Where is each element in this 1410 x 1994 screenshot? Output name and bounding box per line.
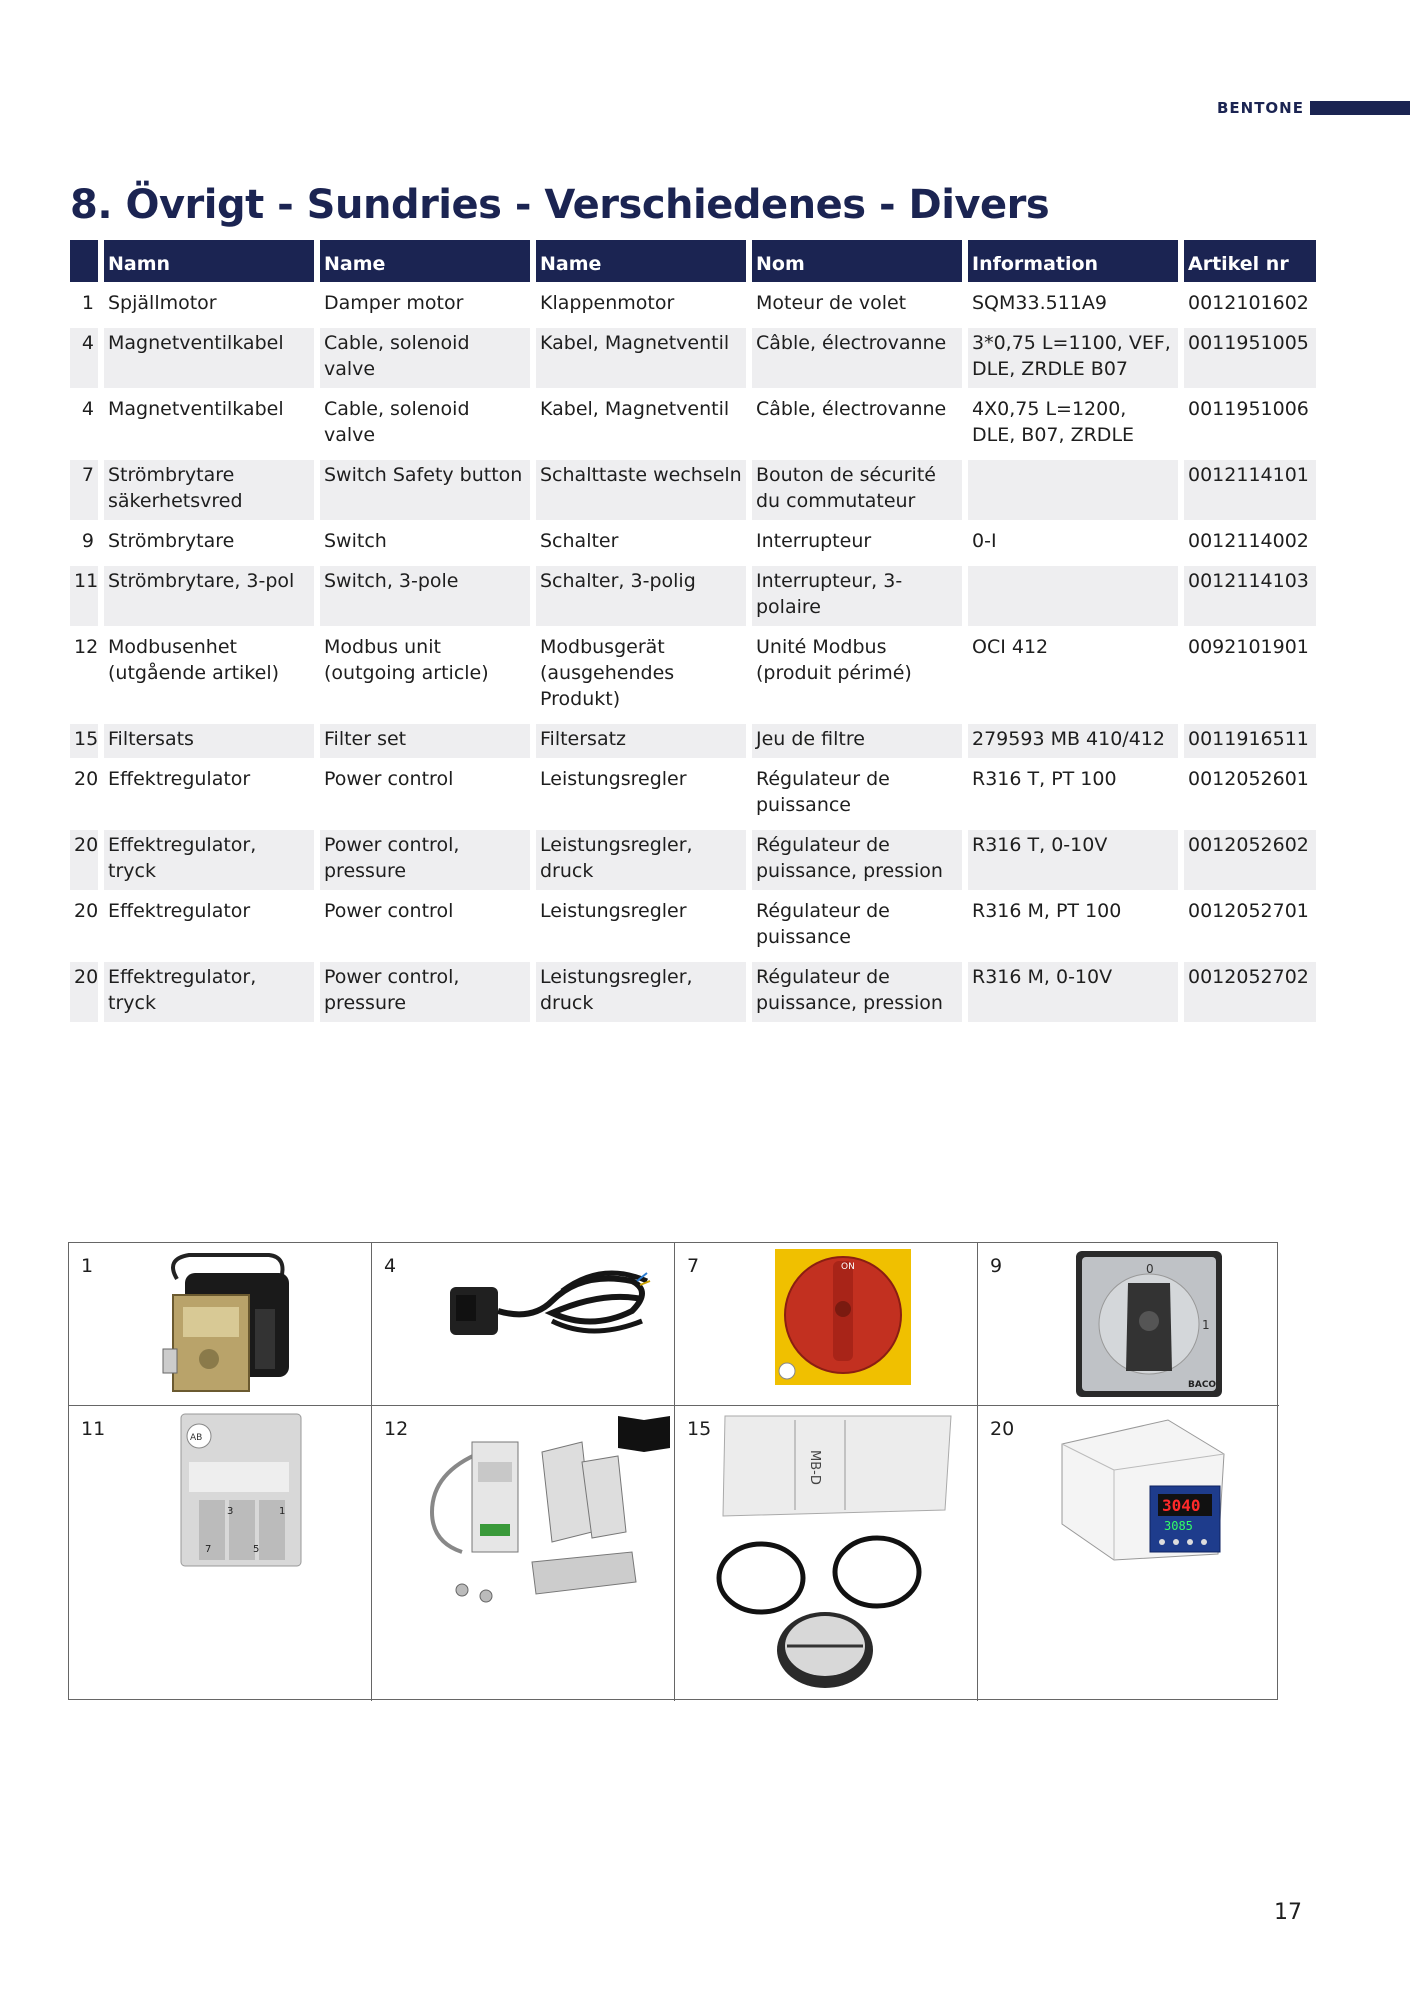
solenoid-cable-image	[442, 1251, 652, 1371]
switch-on-label: ON	[841, 1262, 855, 1272]
ab-logo-label: AB	[190, 1433, 203, 1443]
position-1-label: 1	[1202, 1318, 1210, 1332]
image-cell-number: 11	[81, 1418, 106, 1440]
cell-namn: Magnetventilkabel	[108, 398, 284, 420]
page-title: 8. Övrigt - Sundries - Verschiedenes - Divers	[70, 182, 1050, 228]
cell-name-de: Leistungsregler	[540, 768, 687, 790]
cell-artikel-nr: 0011916511	[1184, 724, 1316, 758]
three-pole-switch-image	[179, 1412, 303, 1568]
cell-information: R316 M, PT 100	[972, 900, 1122, 922]
cell-information: 4X0,75 L=1200, DLE, B07, ZRDLE	[972, 398, 1135, 446]
image-cell	[675, 1243, 978, 1406]
cell-name-en: Power control	[324, 900, 454, 922]
terminal-1-label: 1	[279, 1506, 286, 1517]
cell-pos: 20	[74, 768, 99, 790]
cell-pos: 7	[70, 460, 98, 520]
cell-name-de: Leistungsregler	[540, 900, 687, 922]
image-cell-number: 15	[687, 1418, 712, 1440]
cell-name-de: Klappenmotor	[540, 292, 675, 314]
cell-name-de: Schalter	[540, 530, 619, 552]
cell-pos: 20	[70, 830, 98, 890]
column-header-name-en: Name	[320, 240, 530, 282]
cell-pos: 9	[81, 530, 94, 552]
cell-name-de: Modbusgerät (ausgehendes Produkt)	[540, 636, 675, 710]
parts-image-grid	[68, 1242, 1278, 1700]
image-cell	[978, 1406, 1279, 1701]
table-row	[70, 724, 1316, 758]
cell-nom: Câble, électrovanne	[752, 328, 962, 388]
image-cell-number: 12	[384, 1418, 409, 1440]
image-cell-number: 7	[687, 1255, 700, 1277]
cell-name-en: Power control	[324, 768, 454, 790]
cell-name-de: Schalttaste wechseln	[536, 460, 746, 520]
terminal-7-label: 7	[205, 1544, 212, 1555]
table-row	[70, 632, 1316, 718]
cell-name-en: Power control, pressure	[320, 830, 530, 890]
switch-brand-label: BACO	[1188, 1380, 1217, 1390]
cell-namn: Spjällmotor	[108, 292, 217, 314]
cell-namn: Effektregulator	[108, 900, 251, 922]
column-header-information: Information	[968, 240, 1178, 282]
image-cell-number: 20	[990, 1418, 1015, 1440]
cell-pos: 12	[74, 636, 99, 658]
cell-information: R316 T, 0-10V	[968, 830, 1178, 890]
rotary-switch-image	[1076, 1251, 1222, 1397]
cell-namn: Magnetventilkabel	[104, 328, 314, 388]
cell-pos: 1	[81, 292, 94, 314]
table-row	[70, 394, 1316, 454]
table-row	[70, 288, 1316, 322]
cell-name-en: Modbus unit (outgoing article)	[324, 636, 489, 684]
cell-pos: 15	[70, 724, 98, 758]
terminal-3-label: 3	[227, 1506, 234, 1517]
cell-pos: 20	[70, 962, 98, 1022]
cell-information	[968, 460, 1178, 520]
mb-d-label: MB-D	[807, 1450, 822, 1485]
cell-nom: Bouton de sécurité du commutateur	[752, 460, 962, 520]
cell-artikel-nr: 0012101602	[1188, 292, 1309, 314]
cell-information: 3*0,75 L=1100, VEF, DLE, ZRDLE B07	[968, 328, 1178, 388]
cell-name-de: Schalter, 3-polig	[536, 566, 746, 626]
column-header-pos	[70, 240, 98, 282]
image-cell-number: 4	[384, 1255, 397, 1277]
image-cell	[978, 1243, 1279, 1406]
cell-pos: 4	[70, 328, 98, 388]
cell-nom: Jeu de filtre	[752, 724, 962, 758]
modbus-unit-image	[422, 1412, 672, 1632]
cell-artikel-nr: 0012052601	[1188, 768, 1309, 790]
table-row	[70, 328, 1316, 388]
cell-nom: Régulateur de puissance	[756, 900, 890, 948]
cell-artikel-nr: 0011951006	[1188, 398, 1309, 420]
cell-artikel-nr: 0012052602	[1184, 830, 1316, 890]
cell-artikel-nr: 0012052702	[1184, 962, 1316, 1022]
cell-namn: Filtersats	[104, 724, 314, 758]
parts-table	[64, 234, 1322, 1028]
display-top-value: 3040	[1162, 1496, 1201, 1515]
cell-name-de: Filtersatz	[536, 724, 746, 758]
cell-name-en: Switch Safety button	[320, 460, 530, 520]
cell-information: SQM33.511A9	[972, 292, 1107, 314]
table-row	[70, 830, 1316, 890]
cell-artikel-nr: 0012114103	[1184, 566, 1316, 626]
power-controller-image	[1058, 1414, 1228, 1564]
position-0-label: 0	[1146, 1262, 1154, 1276]
brand-header	[1217, 100, 1410, 116]
cell-information: R316 M, 0-10V	[968, 962, 1178, 1022]
cell-namn: Modbusenhet (utgående artikel)	[108, 636, 280, 684]
image-cell-number: 9	[990, 1255, 1003, 1277]
page-number: 17	[1274, 1900, 1302, 1925]
cell-name-de: Kabel, Magnetventil	[536, 328, 746, 388]
table-header-row	[70, 240, 1316, 282]
cell-artikel-nr: 0011951005	[1184, 328, 1316, 388]
brand-name: BENTONE	[1216, 99, 1304, 117]
cell-name-en: Switch	[324, 530, 387, 552]
cell-information: OCI 412	[972, 636, 1049, 658]
cell-information: R316 T, PT 100	[972, 768, 1117, 790]
image-cell	[69, 1406, 372, 1701]
cell-name-en: Damper motor	[324, 292, 464, 314]
cell-nom: Unité Modbus (produit périmé)	[756, 636, 912, 684]
cell-nom: Régulateur de puissance, pression	[752, 962, 962, 1022]
cell-namn: Strömbrytare, 3-pol	[104, 566, 314, 626]
cell-nom: Régulateur de puissance, pression	[752, 830, 962, 890]
cell-pos: 11	[70, 566, 98, 626]
table-row	[70, 526, 1316, 560]
image-cell	[675, 1406, 978, 1701]
cell-artikel-nr: 0012052701	[1188, 900, 1309, 922]
column-header-nom: Nom	[752, 240, 962, 282]
cell-artikel-nr: 0092101901	[1188, 636, 1309, 658]
cell-artikel-nr: 0012114002	[1188, 530, 1309, 552]
damper-motor-image	[159, 1249, 299, 1399]
cell-name-de: Leistungsregler, druck	[536, 830, 746, 890]
cell-nom: Interrupteur, 3-polaire	[752, 566, 962, 626]
brand-bar	[1310, 101, 1410, 115]
cell-name-en: Power control, pressure	[320, 962, 530, 1022]
column-header-namn: Namn	[104, 240, 314, 282]
cell-nom: Régulateur de puissance	[756, 768, 890, 816]
cell-information	[968, 566, 1178, 626]
cell-namn: Effektregulator	[108, 768, 251, 790]
table-row	[70, 896, 1316, 956]
column-header-name-de: Name	[536, 240, 746, 282]
cell-nom: Interrupteur	[756, 530, 872, 552]
image-cell	[69, 1243, 372, 1406]
cell-namn: Effektregulator, tryck	[104, 830, 314, 890]
cell-nom: Moteur de volet	[756, 292, 907, 314]
cell-name-en: Filter set	[320, 724, 530, 758]
image-cell	[372, 1243, 675, 1406]
cell-pos: 20	[74, 900, 99, 922]
cell-information: 0-I	[972, 530, 997, 552]
cell-artikel-nr: 0012114101	[1184, 460, 1316, 520]
cell-information: 279593 MB 410/412	[968, 724, 1178, 758]
cell-pos: 4	[81, 398, 94, 420]
display-bottom-value: 3085	[1164, 1519, 1193, 1533]
cell-namn: Strömbrytare	[108, 530, 235, 552]
filter-set-image	[715, 1410, 955, 1696]
cell-name-en: Switch, 3-pole	[320, 566, 530, 626]
cell-nom: Câble, électrovanne	[756, 398, 947, 420]
cell-name-en: Cable, solenoid valve	[320, 328, 530, 388]
table-row	[70, 764, 1316, 824]
table-row	[70, 962, 1316, 1022]
table-row	[70, 460, 1316, 520]
cell-name-en: Cable, solenoid valve	[324, 398, 470, 446]
cell-namn: Strömbrytare säkerhetsvred	[104, 460, 314, 520]
image-cell-number: 1	[81, 1255, 94, 1277]
column-header-artikel-nr: Artikel nr	[1184, 240, 1316, 282]
safety-switch-image	[775, 1249, 911, 1385]
terminal-5-label: 5	[253, 1544, 260, 1555]
image-cell	[372, 1406, 675, 1701]
cell-namn: Effektregulator, tryck	[104, 962, 314, 1022]
cell-name-de: Kabel, Magnetventil	[540, 398, 730, 420]
cell-name-de: Leistungsregler, druck	[536, 962, 746, 1022]
table-row	[70, 566, 1316, 626]
